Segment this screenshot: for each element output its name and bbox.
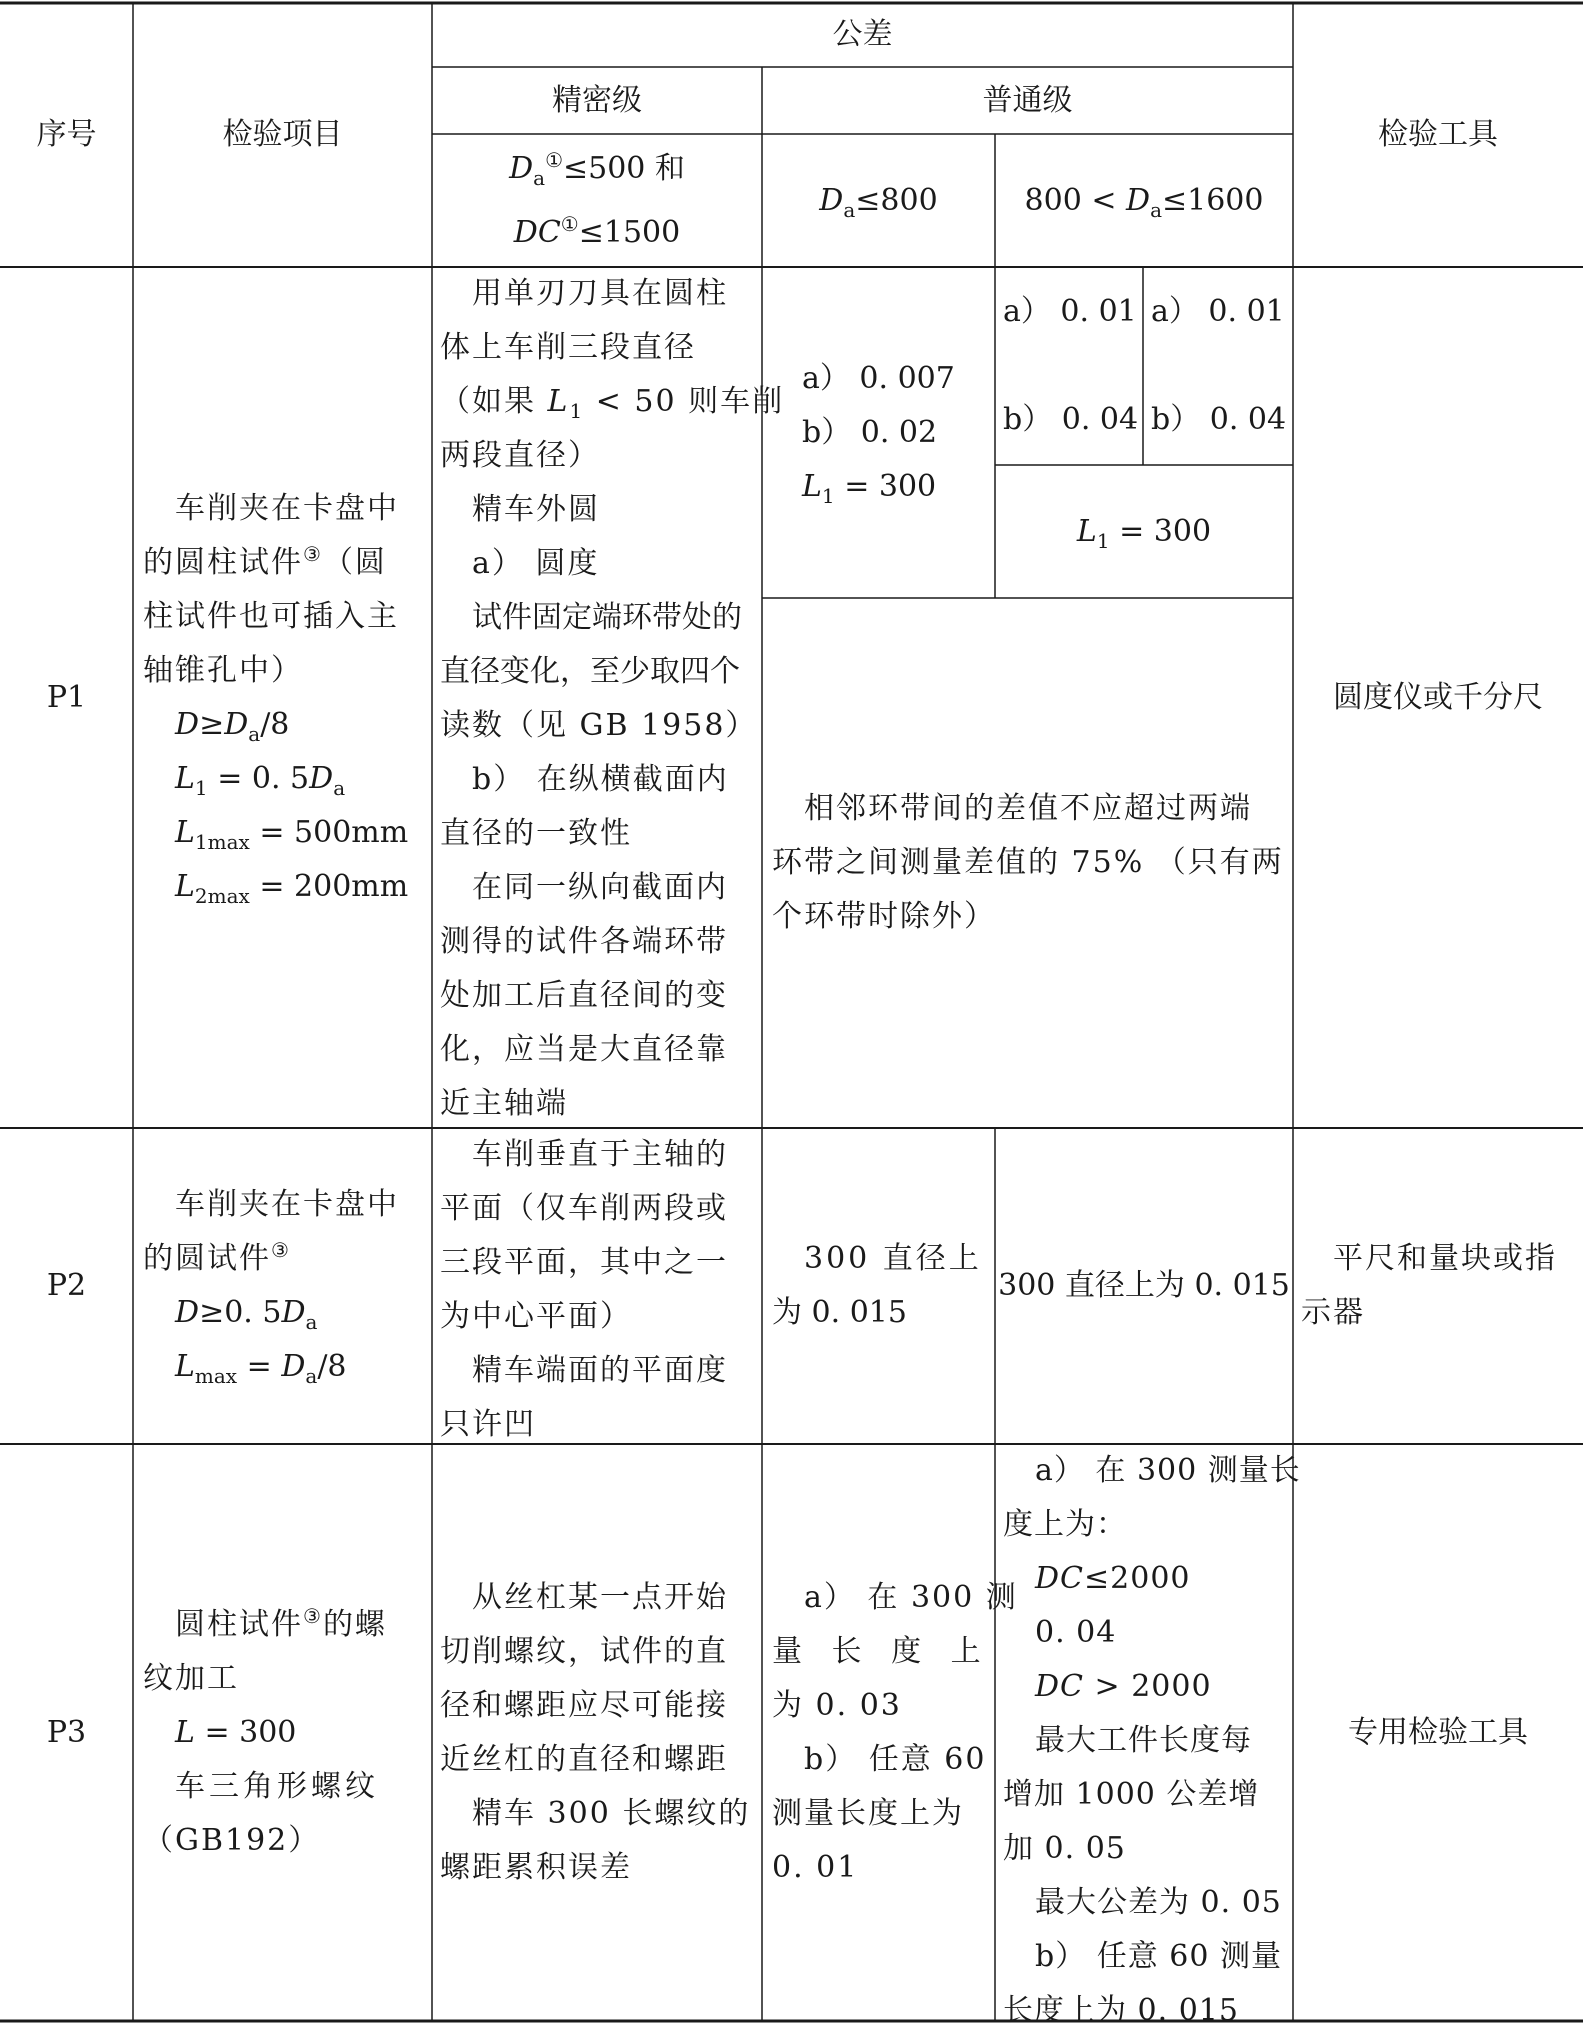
header-normal-range-1: $D_a\le 800$ [819, 182, 938, 222]
header-tool: 检验工具 [1378, 117, 1498, 152]
p2-method: 车削垂直于主轴的 平面（仅车削两段或 三段平面，其中之一 为中心平面） 精车端面的平面度 只许凹 [440, 1137, 728, 1442]
header-normal-range-2: $800 < D_a\le 1600$ [1024, 182, 1264, 222]
p2-tol-precision: 300 直径上 为 0. 015 [772, 1241, 982, 1330]
header-tolerance: 公差 [832, 17, 893, 52]
header-item: 检验项目 [222, 117, 343, 152]
p1-tol-precision: a） 0. 007 b） 0. 02 $L_1 = 300$ [802, 360, 955, 508]
header-normal-grade: 普通级 [982, 82, 1073, 118]
p1-tol-normal-length: $L_1 = 300$ [1076, 513, 1212, 553]
p1-tol-consistency: 相邻环带间的差值不应超过两端 环带之间测量差值的 75% （只有两 个环带时除外） [772, 791, 1284, 934]
p1-item: 车削夹在卡盘中 的圆柱试件③（圆 柱试件也可插入主 轴锥孔中） $D\ge D_a/8$ $L_1 = 0$. $5D_a$ $L_{1max} = 500mm$ $L_{2max} = 200mm$ [143, 490, 409, 908]
p3-tol-precision: a） 在 300 测 量 长 度 上 为 0. 03 b） 任意 60 测量长度上为 0. 01 [772, 1579, 1018, 1885]
p2-item: 车削夹在卡盘中 的圆试件③ D≥0. $5D_a$ $L_{max} = D_a/8$ [143, 1187, 399, 1388]
p1-tol-normal-1: a） 0. 01 b） 0. 04 [1003, 294, 1139, 437]
p2-tool: 平尺和量块或指 示器 [1301, 1241, 1557, 1330]
p2-tol-normal: 300 直径上为 0. 015 [998, 1268, 1290, 1303]
header-precision-range: $D_a^①\le 500$ 和 DC①≤1500 [509, 147, 685, 250]
p1-tool: 圆度仪或千分尺 [1333, 679, 1543, 715]
p2-seq: P2 [46, 1268, 87, 1303]
p3-tool: 专用检验工具 [1348, 1714, 1528, 1750]
p3-seq: P3 [46, 1714, 87, 1750]
header-precision-grade: 精密级 [552, 82, 642, 118]
p3-item: 圆柱试件③的螺 纹加工 L = 300 车三角形螺纹 （GB192） [143, 1603, 387, 1858]
p1-tol-normal-2: a） 0. 01 b） 0. 04 [1151, 294, 1287, 437]
p1-seq: P1 [46, 679, 87, 715]
header-seq: 序号 [36, 117, 97, 152]
p3-tol-normal: a） 在 300 测量长 度上为： DC≤2000 0. 04 DC > 2000 最大工件长度每 增加 1000 公差增 加 0. 05 最大公差为 0. 05 b） 任意 60 测量 长度上为 0. 015 [1003, 1453, 1301, 2028]
p3-method: 从丝杠某一点开始 切削螺纹，试件的直 径和螺距应尽可能接 近丝杠的直径和螺距 精车 300 长螺纹的 螺距累积误差 [440, 1579, 751, 1885]
p1-method: 用单刃刀具在圆柱 体上车削三段直径 （如果 $L_1 < 50$ 则车削 两段直径） 精车外圆 a） 圆度 试件固定端环带处的 直径变化，至少取四个 读数（见 GB 1958） b） 在纵横截面内 直径的一致性 在同一纵向截面内 测得的试件各端环带 处加工后直径间的变 化，应当是大直径靠 近主轴端 [440, 276, 785, 1121]
